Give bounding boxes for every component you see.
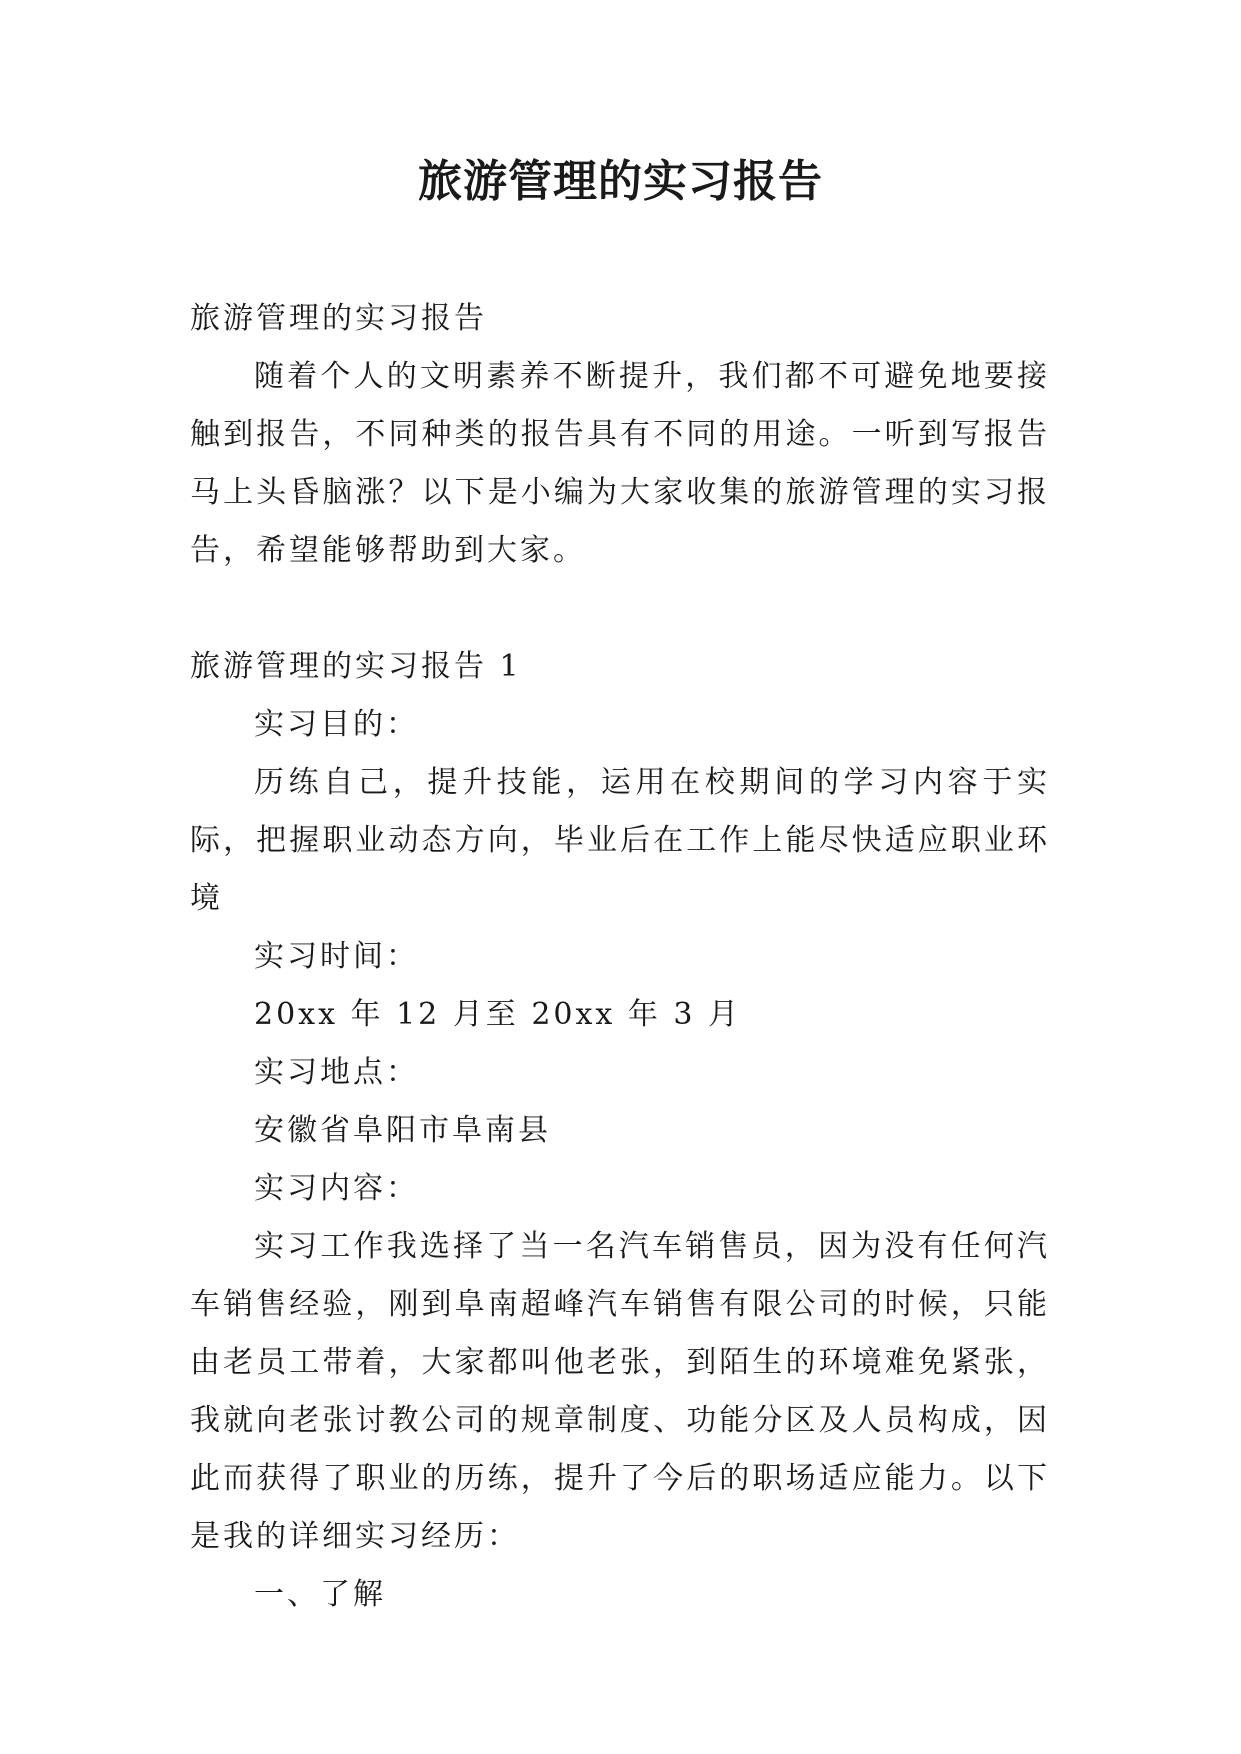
intro-paragraph: 随着个人的文明素养不断提升，我们都不可避免地要接触到报告，不同种类的报告具有不同的用途。一听到写报告马上头昏脑涨？以下是小编为大家收集的旅游管理的实习报告，希望能够帮助到大家。 <box>190 359 1050 568</box>
purpose-text: 历练自己，提升技能，运用在校期间的学习内容于实际，把握职业动态方向，毕业后在工作上能尽快适应职业环境 <box>190 765 1050 916</box>
content-label: 实习内容： <box>254 1171 419 1206</box>
place-text: 安徽省阜阳市阜南县 <box>254 1113 551 1148</box>
time-text: 20xx 年 12 月至 20xx 年 3 月 <box>254 997 742 1032</box>
content-text: 实习工作我选择了当一名汽车销售员，因为没有任何汽车销售经验，刚到阜南超峰汽车销售有限公司的时候，只能由老员工带着，大家都叫他老张，到陌生的环境难免紧张，我就向老张讨教公司的规章制度、功能分区及人员构成，因此而获得了职业的历练，提升了今后的职场适应能力。以下是我的详细实习经历： <box>190 1229 1050 1554</box>
purpose-label: 实习目的： <box>254 707 419 742</box>
section-heading: 旅游管理的实习报告 1 <box>190 649 522 684</box>
place-label: 实习地点： <box>254 1055 419 1090</box>
intro-heading: 旅游管理的实习报告 <box>190 301 487 336</box>
document-body <box>190 290 1050 1624</box>
document-title: 旅游管理的实习报告 <box>418 156 823 207</box>
item-heading: 一、了解 <box>254 1577 386 1612</box>
time-label: 实习时间： <box>254 939 419 974</box>
